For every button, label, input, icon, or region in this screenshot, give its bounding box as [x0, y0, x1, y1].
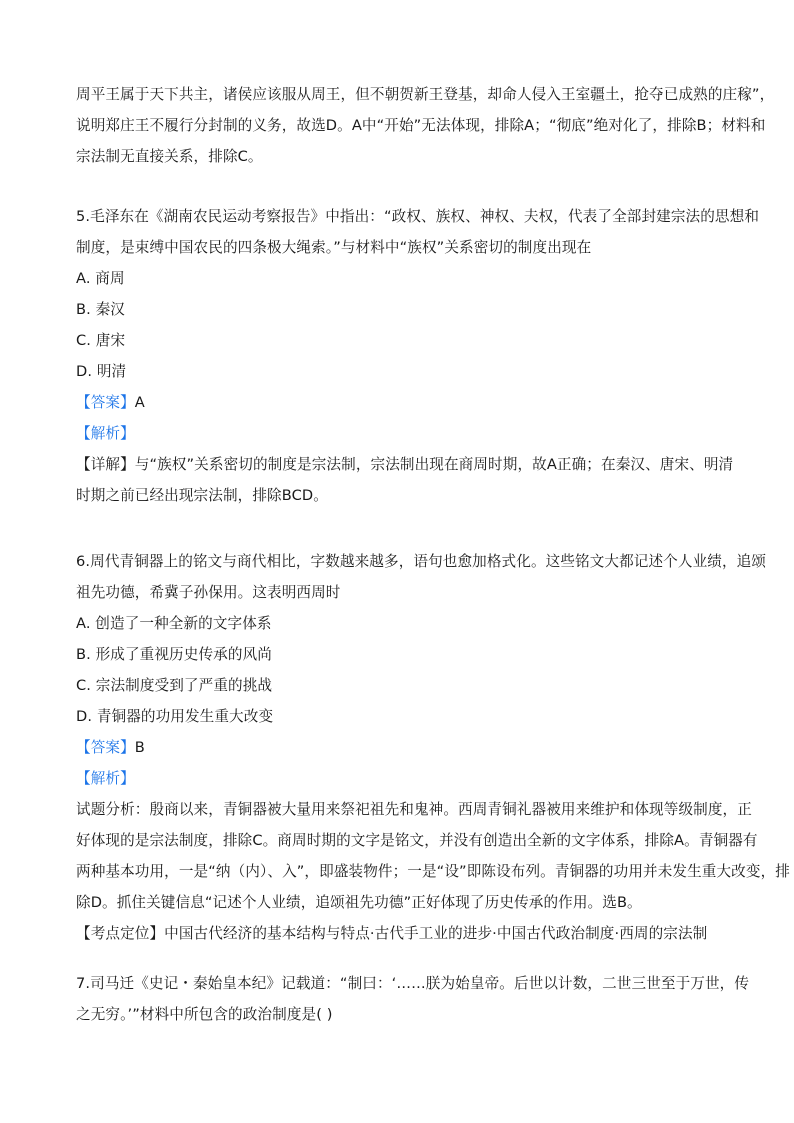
- analysis-tag: 【解析】: [76, 425, 135, 442]
- previous-explanation: [76, 79, 775, 172]
- option-a: A. 创造了一种全新的文字体系: [76, 615, 272, 632]
- detail-line: 时期之前已经出现宗法制，排除BCD。: [76, 487, 328, 504]
- option-d: D. 青铜器的功用发生重大改变: [76, 708, 274, 725]
- answer-tag: 【答案】: [76, 739, 135, 756]
- answer-tag: 【答案】: [76, 394, 135, 411]
- question-stem-line: 7.司马迁《史记・秦始皇本纪》记载道：“制曰：‘……朕为始皇帝。后世以计数，二世三世至于万世，传: [76, 975, 750, 992]
- text-line: 说明郑庄王不履行分封制的义务，故选D。A中“开始”无法体现，排除A；“彻底”绝对化了，排除B；材料和: [76, 117, 766, 134]
- question-stem-line: 6.周代青铜器上的铭文与商代相比，字数越来越多，语句也愈加格式化。这些铭文大都记述个人业绩，追颂: [76, 553, 767, 570]
- question-7: [76, 968, 750, 1030]
- option-b: B. 形成了重视历史传承的风尚: [76, 646, 272, 663]
- answer-line: [76, 387, 736, 418]
- point-line: [76, 918, 736, 949]
- detail-tag: 【详解】: [76, 456, 135, 473]
- analysis-line: 除D。抓住关键信息“记述个人业绩，追颂祖先功德”正好体现了历史传承的作用。选B。: [76, 894, 642, 911]
- answer-line: [76, 732, 736, 763]
- analysis-line: 两种基本功用，一是“纳（内）、入”，即盛装物件；一是“设”即陈设布列。青铜器的功用并未发生重大改变，排: [76, 863, 790, 880]
- text-line: 宗法制无直接关系，排除C。: [76, 148, 263, 165]
- analysis-heading: [76, 418, 736, 449]
- answer-value: B: [134, 739, 145, 756]
- option-c: C. 宗法制度受到了严重的挑战: [76, 677, 273, 694]
- option-b: B. 秦汉: [76, 301, 125, 318]
- point-tag: 【考点定位】: [76, 925, 165, 942]
- question-stem-line: 之无穷。’”材料中所包含的政治制度是( ): [76, 1006, 333, 1023]
- question-6: [76, 546, 790, 949]
- question-stem-line: 制度，是束缚中国农民的四条极大绳索。”与材料中“族权”关系密切的制度出现在: [76, 239, 592, 256]
- option-c: C. 唐宋: [76, 332, 126, 349]
- analysis-line: 好体现的是宗法制度，排除C。商周时期的文字是铭文，并没有创造出全新的文字体系，排除A。青铜器有: [76, 832, 758, 849]
- text-line: 周平王属于天下共主，诸侯应该服从周王，但不朝贺新王登基，却命人侵入王室疆土，抢夺已成熟的庄稼”，: [76, 86, 775, 103]
- analysis-tag: 【解析】: [76, 770, 135, 787]
- option-d: D. 明清: [76, 363, 127, 380]
- detail-text: 与“族权”关系密切的制度是宗法制，宗法制出现在商周时期，故A正确；在秦汉、唐宋、明清: [134, 456, 734, 473]
- analysis-heading: [76, 763, 736, 794]
- answer-value: A: [134, 394, 145, 411]
- question-stem-line: 祖先功德，希冀子孙保用。这表明西周时: [76, 584, 341, 601]
- point-text: 中国古代经济的基本结构与特点·古代手工业的进步·中国古代政治制度·西周的宗法制: [164, 925, 708, 942]
- question-5: [76, 201, 760, 511]
- question-stem-line: 5.毛泽东在《湖南农民运动考察报告》中指出：“政权、族权、神权、夫权，代表了全部封建宗法的思想和: [76, 208, 760, 225]
- option-a: A. 商周: [76, 270, 125, 287]
- detail-line: [76, 449, 736, 480]
- analysis-line: 试题分析：殷商以来，青铜器被大量用来祭祀祖先和鬼神。西周青铜礼器被用来维护和体现等级制度，正: [76, 801, 752, 818]
